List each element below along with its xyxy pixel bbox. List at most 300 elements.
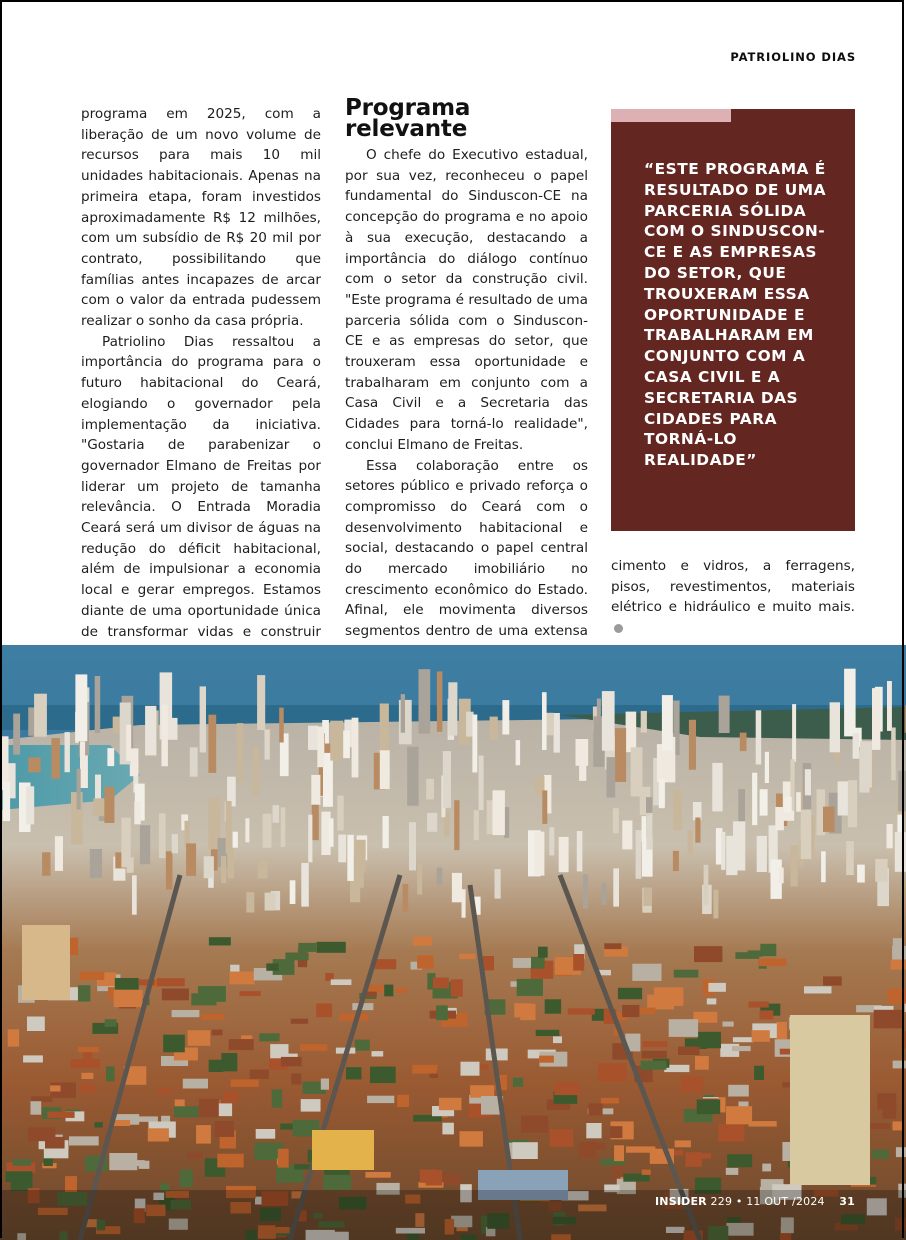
- paragraph: Patriolino Dias ressaltou a importância do programa para o futuro habitacional do Ceará, elogiando o governador pela implementação da iniciativa. "Gostaria de parabenizar o governador Elmano de Freitas por liderar um projeto de tamanha relevância. O Entrada Moradia Ceará será um divisor de águas na redução do déficit habitacional, além de impulsionar a economia local e gerar empregos. Estamos diante de uma oportunidade única de transformar vidas e construir: [81, 333, 321, 640]
- tower: [602, 883, 607, 905]
- tower: [427, 813, 437, 832]
- rooftop: [224, 1092, 239, 1104]
- rooftop: [695, 1056, 709, 1070]
- rooftop: [80, 972, 105, 981]
- rooftop: [460, 1131, 483, 1146]
- tower: [502, 700, 509, 734]
- tower: [641, 711, 647, 733]
- rooftop: [174, 1106, 200, 1117]
- rooftop: [217, 1154, 243, 1168]
- tower: [166, 851, 173, 889]
- tower: [695, 818, 700, 843]
- rooftop: [618, 988, 642, 999]
- tower: [104, 787, 114, 823]
- rooftop: [291, 1074, 301, 1085]
- rooftop: [23, 1055, 43, 1062]
- rooftop: [115, 978, 139, 991]
- tower: [454, 800, 459, 850]
- rooftop: [536, 1030, 560, 1036]
- rooftop: [413, 937, 432, 946]
- tower: [26, 786, 34, 824]
- aerial-city-illustration: [0, 645, 906, 1240]
- rooftop: [762, 1164, 771, 1172]
- rooftop: [397, 1095, 409, 1107]
- rooftop: [727, 1154, 752, 1167]
- rooftop: [749, 1002, 769, 1008]
- rooftop: [804, 986, 832, 993]
- tower: [13, 714, 20, 755]
- tower: [821, 851, 826, 882]
- section-tag: PATRIOLINO DIAS: [730, 50, 856, 64]
- rooftop: [872, 1150, 890, 1159]
- tower: [887, 681, 892, 731]
- tower: [597, 699, 601, 745]
- tower: [577, 831, 583, 871]
- rooftop: [78, 1047, 99, 1052]
- tower: [673, 790, 682, 830]
- rooftop: [896, 1147, 906, 1157]
- tower: [55, 836, 63, 871]
- rooftop: [157, 978, 185, 986]
- subheading: Programa relevante: [345, 95, 471, 142]
- rooftop: [902, 1031, 906, 1049]
- rooftop: [470, 1085, 494, 1098]
- rooftop: [259, 1033, 279, 1041]
- tower: [801, 810, 812, 859]
- tower: [28, 757, 40, 772]
- rooftop: [760, 944, 776, 956]
- rooftop: [31, 1096, 53, 1102]
- rooftop: [718, 1124, 744, 1142]
- rooftop: [13, 1159, 32, 1166]
- rooftop: [426, 1170, 443, 1186]
- rooftop: [568, 1008, 595, 1014]
- tower: [823, 807, 835, 832]
- rooftop: [610, 1126, 622, 1138]
- rooftop: [760, 1010, 774, 1019]
- tower: [493, 790, 505, 835]
- rooftop: [346, 1067, 362, 1079]
- rooftop: [433, 978, 449, 989]
- tower: [437, 868, 443, 886]
- tall-building-right: [790, 1015, 870, 1185]
- tower: [34, 694, 47, 737]
- rooftop: [612, 1166, 625, 1173]
- rooftop: [231, 1080, 259, 1087]
- tower: [704, 865, 709, 905]
- tower: [895, 832, 906, 872]
- rooftop: [726, 1106, 752, 1124]
- tower: [437, 671, 443, 731]
- rooftop: [281, 1057, 302, 1066]
- tower: [329, 818, 334, 847]
- tower: [712, 763, 722, 812]
- paragraph: O chefe do Executivo estadual, por sua vez, reconheceu o papel fundamental do Sinduscon-CE na concepção do programa e no apoio à sua execução, destacando a importância do diálogo contínuo com o setor da construção civil. "Este programa é resultado de uma parceria sólida com o Sinduscon-CE e as empresas do setor, que trouxeram essa oportunidade e trabalharam em conjunto com a Casa Civil e a Secretaria das Cidades para torná-lo realidade", conclui Elmano de Freitas.: [345, 147, 588, 453]
- rooftop: [240, 991, 261, 996]
- tower: [338, 835, 346, 863]
- rooftop: [598, 1063, 627, 1082]
- tower: [646, 797, 652, 813]
- rooftop: [642, 1051, 667, 1059]
- magazine-name: INSIDER: [655, 1195, 707, 1208]
- tower: [265, 893, 276, 911]
- tower: [838, 781, 850, 815]
- tower: [765, 752, 769, 783]
- tower: [246, 892, 254, 912]
- rooftop: [893, 1121, 903, 1130]
- tower: [95, 676, 101, 733]
- tower: [673, 851, 679, 871]
- rooftop: [44, 1149, 69, 1159]
- rooftop: [367, 1096, 394, 1103]
- tower: [688, 831, 693, 855]
- rooftop: [517, 979, 543, 996]
- tower: [853, 733, 860, 759]
- tower: [474, 810, 479, 840]
- rooftop: [229, 1039, 254, 1050]
- tower: [846, 841, 854, 875]
- tower: [419, 669, 431, 734]
- rooftop: [669, 1019, 698, 1037]
- tower: [221, 856, 226, 883]
- tower: [443, 751, 451, 808]
- page-footer: [655, 1195, 855, 1208]
- rooftop: [266, 963, 278, 970]
- rooftop: [6, 1171, 33, 1182]
- tower: [258, 861, 268, 879]
- rooftop: [545, 999, 561, 1013]
- rooftop: [483, 956, 494, 970]
- tower: [290, 880, 296, 904]
- tower: [75, 674, 87, 741]
- page-number: 31: [839, 1195, 855, 1208]
- tower: [805, 769, 811, 795]
- tower: [626, 712, 637, 753]
- rooftop: [752, 1030, 770, 1042]
- rooftop: [278, 1149, 289, 1168]
- rooftop: [891, 960, 906, 970]
- rooftop: [212, 1030, 223, 1036]
- tower: [872, 688, 880, 750]
- rooftop: [209, 937, 231, 945]
- aerial-city-photo: [0, 645, 906, 1240]
- rooftop: [443, 1174, 460, 1185]
- article-column-3: [611, 556, 855, 639]
- rooftop: [163, 1035, 185, 1053]
- rooftop: [553, 1036, 562, 1043]
- rooftop: [114, 990, 143, 1007]
- rooftop: [196, 1125, 211, 1144]
- tower: [792, 704, 796, 762]
- rooftop: [294, 1164, 311, 1169]
- rooftop: [316, 1004, 332, 1018]
- tower: [77, 769, 81, 810]
- rooftop: [372, 1051, 384, 1056]
- rooftop: [221, 1053, 237, 1071]
- tower: [403, 884, 409, 912]
- rooftop: [365, 1172, 390, 1178]
- tower: [452, 873, 462, 902]
- tower: [190, 747, 198, 776]
- rooftop: [823, 976, 842, 985]
- tower: [576, 739, 589, 766]
- rooftop: [180, 1170, 193, 1188]
- rooftop: [291, 1019, 308, 1024]
- end-of-article-icon: [614, 624, 623, 633]
- rooftop: [250, 1070, 269, 1079]
- rooftop: [198, 986, 226, 1002]
- rooftop: [723, 1022, 734, 1027]
- rooftop: [749, 1121, 777, 1126]
- rooftop: [893, 1061, 906, 1069]
- tower: [733, 821, 745, 870]
- rooftop: [728, 1085, 749, 1097]
- tower: [330, 721, 343, 761]
- tower: [462, 889, 466, 917]
- tower: [308, 726, 318, 750]
- rooftop: [256, 1129, 276, 1139]
- tower: [253, 747, 259, 796]
- rooftop: [877, 1093, 896, 1109]
- rooftop: [513, 1078, 523, 1087]
- rooftop: [384, 985, 393, 997]
- tower: [208, 715, 216, 773]
- rooftop: [199, 1099, 219, 1117]
- tower: [790, 845, 797, 886]
- tower: [796, 792, 801, 812]
- article-column-1: [81, 104, 321, 704]
- rooftop: [31, 1101, 42, 1115]
- rooftop: [442, 1123, 454, 1135]
- tower: [42, 852, 50, 875]
- tower: [636, 830, 642, 879]
- tower: [323, 753, 333, 807]
- rooftop: [331, 979, 352, 985]
- rooftop: [748, 950, 763, 956]
- rooftop: [685, 1152, 702, 1167]
- tower: [848, 780, 857, 827]
- rooftop: [640, 1008, 656, 1015]
- tower: [516, 740, 521, 765]
- tower: [237, 723, 243, 782]
- tower: [534, 832, 544, 876]
- tower: [257, 675, 265, 730]
- tower: [721, 832, 725, 870]
- rooftop: [643, 1041, 668, 1047]
- tower: [401, 694, 405, 733]
- rooftop: [113, 1120, 131, 1126]
- yellow-building: [312, 1130, 374, 1170]
- tower: [613, 868, 619, 906]
- tower: [756, 710, 762, 764]
- tower: [263, 814, 272, 848]
- rooftop: [893, 938, 904, 956]
- tower: [740, 733, 747, 752]
- rooftop: [80, 1084, 95, 1093]
- tower: [830, 702, 840, 752]
- rooftop: [172, 1010, 200, 1017]
- rooftop: [317, 942, 346, 953]
- tower: [426, 779, 434, 800]
- rooftop: [777, 1022, 787, 1039]
- tower: [713, 890, 718, 919]
- rooftop: [732, 1046, 751, 1051]
- article-column-2: [345, 95, 588, 663]
- rooftop: [355, 1040, 370, 1051]
- paragraph-text: cimento e vidros, a ferragens, pisos, revestimentos, materiais elétrico e hidráulico e muito mais.: [611, 558, 855, 616]
- rooftop: [622, 1005, 639, 1017]
- rooftop: [588, 1104, 602, 1116]
- rooftop: [512, 1142, 537, 1159]
- tower: [308, 815, 312, 863]
- rooftop: [50, 1085, 60, 1091]
- rooftop: [412, 1065, 437, 1074]
- rooftop: [459, 954, 475, 959]
- issue-info: 229 • 11 OUT /2024: [710, 1195, 825, 1208]
- rooftop: [601, 1098, 619, 1104]
- tall-building-left: [22, 925, 70, 1000]
- rooftop: [707, 998, 717, 1004]
- rooftop: [733, 1037, 753, 1042]
- rooftop: [183, 1079, 208, 1089]
- tower: [245, 818, 249, 842]
- tower: [380, 704, 389, 752]
- rooftop: [675, 1140, 691, 1147]
- rooftop: [105, 1019, 117, 1027]
- rooftop: [298, 943, 316, 952]
- rooftop: [106, 1066, 115, 1081]
- rooftop: [300, 1044, 327, 1051]
- tower: [380, 750, 390, 789]
- tower: [613, 808, 619, 833]
- tower: [145, 706, 156, 756]
- tower: [204, 856, 214, 878]
- tower: [90, 849, 102, 878]
- pull-quote-text: “ESTE PROGRAMA É RESULTADO DE UMA PARCERIA SÓLIDA COM O SINDUSCON-CE E AS EMPRESAS DO SETOR, QUE TROUXERAM ESSA OPORTUNIDADE E TRABALHARAM EM CONJUNTO COM A CASA CIVIL E A SECRETARIA DAS CIDADES PARA TORNÁ-LO REALIDADE”: [644, 160, 827, 470]
- tower: [607, 757, 616, 797]
- rooftop: [78, 985, 90, 1001]
- rooftop: [538, 947, 548, 958]
- rooftop: [698, 1032, 722, 1049]
- rooftop: [188, 1030, 211, 1046]
- tower: [140, 825, 150, 864]
- rooftop: [604, 943, 621, 949]
- rooftop: [697, 1099, 721, 1114]
- tower: [159, 813, 166, 858]
- tower: [186, 843, 196, 876]
- rooftop: [641, 1061, 667, 1070]
- rooftop: [614, 1145, 624, 1161]
- tower: [559, 837, 569, 872]
- tower: [719, 696, 730, 733]
- rooftop: [162, 989, 189, 1001]
- tower: [161, 705, 168, 767]
- tower: [352, 718, 359, 778]
- tower: [875, 859, 887, 882]
- rooftop: [8, 1029, 19, 1046]
- rooftop: [451, 979, 463, 996]
- tower: [779, 868, 784, 884]
- tower: [622, 821, 632, 850]
- rooftop: [375, 959, 397, 969]
- paragraph: [611, 556, 855, 639]
- rooftop: [654, 987, 684, 1006]
- rooftop: [642, 1170, 651, 1175]
- rooftop: [230, 972, 255, 985]
- tower: [643, 888, 651, 906]
- tower: [233, 832, 238, 848]
- rooftop: [461, 1062, 480, 1076]
- rooftop: [550, 1129, 574, 1147]
- tower: [347, 835, 354, 881]
- tower: [784, 797, 792, 812]
- rooftop: [888, 989, 906, 1004]
- rooftop: [71, 1059, 100, 1068]
- tower: [662, 695, 673, 751]
- rooftop: [632, 964, 661, 981]
- rooftop: [158, 1088, 171, 1094]
- rooftop: [370, 1067, 396, 1084]
- tower: [265, 730, 270, 760]
- tower: [343, 730, 350, 758]
- rooftop: [726, 1168, 739, 1175]
- pull-quote-box: [611, 109, 855, 531]
- paragraph: programa em 2025, com a liberação de um novo volume de recursos para mais 10 mil unidades habitacionais. Apenas na primeira etapa, foram investidos aproximadamente R$ 12 milhões, com um subsídio de R$ 20 mil por contrato, possibilitando que famílias antes incapazes de arcar com o valor da entrada pudessem realizar o sonho da casa própria.: [81, 106, 321, 330]
- tower: [693, 802, 702, 820]
- tower: [409, 822, 416, 870]
- tower: [495, 869, 501, 899]
- rooftop: [521, 1116, 548, 1133]
- tower: [127, 857, 134, 873]
- rooftop: [514, 1003, 531, 1017]
- tower: [94, 798, 105, 816]
- tower: [132, 875, 137, 914]
- rooftop: [187, 1153, 202, 1159]
- tower: [549, 827, 554, 855]
- rooftop: [759, 958, 787, 966]
- rooftop: [539, 1056, 554, 1063]
- tower: [200, 686, 206, 752]
- tower: [844, 669, 856, 737]
- rooftop: [554, 1083, 580, 1096]
- tower: [134, 801, 140, 824]
- rooftop: [396, 988, 407, 993]
- tower: [689, 720, 696, 770]
- rooftop: [301, 1099, 321, 1112]
- rooftop: [694, 946, 722, 962]
- tower: [65, 732, 70, 772]
- tower: [383, 816, 389, 848]
- rooftop: [201, 1014, 225, 1020]
- tower: [301, 863, 309, 907]
- tower: [857, 865, 865, 883]
- rooftop: [209, 1060, 224, 1072]
- tower: [642, 816, 647, 842]
- tower: [760, 789, 768, 815]
- tower: [752, 773, 757, 825]
- rooftop: [531, 957, 545, 969]
- rooftop: [611, 1173, 620, 1178]
- rooftop: [874, 1010, 902, 1029]
- tower: [542, 790, 547, 824]
- rooftop: [678, 1047, 700, 1055]
- rooftop: [417, 956, 434, 969]
- tower: [448, 682, 457, 735]
- tower: [311, 775, 320, 805]
- rooftop: [270, 1044, 288, 1058]
- tower: [172, 834, 178, 853]
- tower: [659, 779, 665, 809]
